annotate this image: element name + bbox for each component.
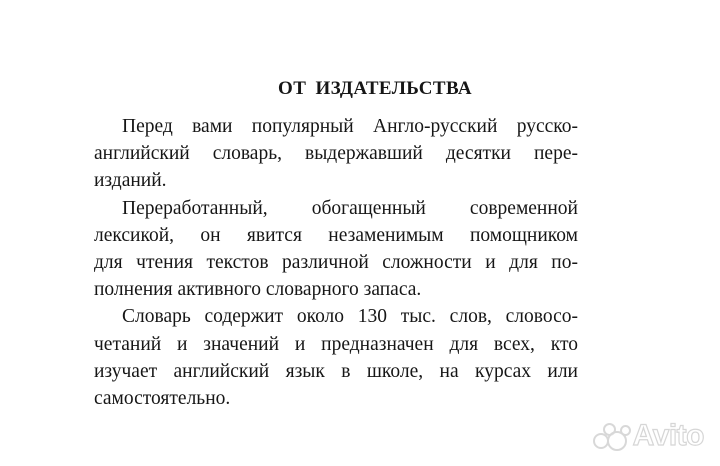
text-line: Словарь содержит около 130 тыс. слов, словосо- [122, 306, 578, 328]
page-heading: ОТ ИЗДАТЕЛЬСТВА [278, 78, 472, 99]
paragraph-3 [94, 303, 578, 412]
text-line: полнения активного словарного запаса. [94, 279, 422, 301]
text-line: Перед вами популярный Англо-русский русско- [122, 116, 578, 137]
avito-watermark [593, 419, 704, 453]
paragraph-2 [94, 195, 578, 304]
text-line: английский словарь, выдержавший десятки пере- [94, 143, 578, 165]
text-line: изданий. [94, 170, 167, 192]
text-line: Переработанный, обогащенный современной [122, 197, 578, 219]
text-line: для чтения текстов различной сложности и для по- [94, 251, 578, 273]
text-line: самостоятельно. [94, 387, 231, 409]
body-text [94, 113, 578, 412]
avito-logo-icon [593, 423, 629, 449]
paragraph-1 [94, 113, 578, 195]
text-line: лексикой, он явится незаменимым помощником [94, 224, 578, 246]
text-line: изучает английский язык в школе, на курсах или [94, 360, 578, 382]
watermark-text: Avito [632, 419, 704, 452]
text-line: четаний и значений и предназначен для всех, кто [94, 333, 578, 355]
